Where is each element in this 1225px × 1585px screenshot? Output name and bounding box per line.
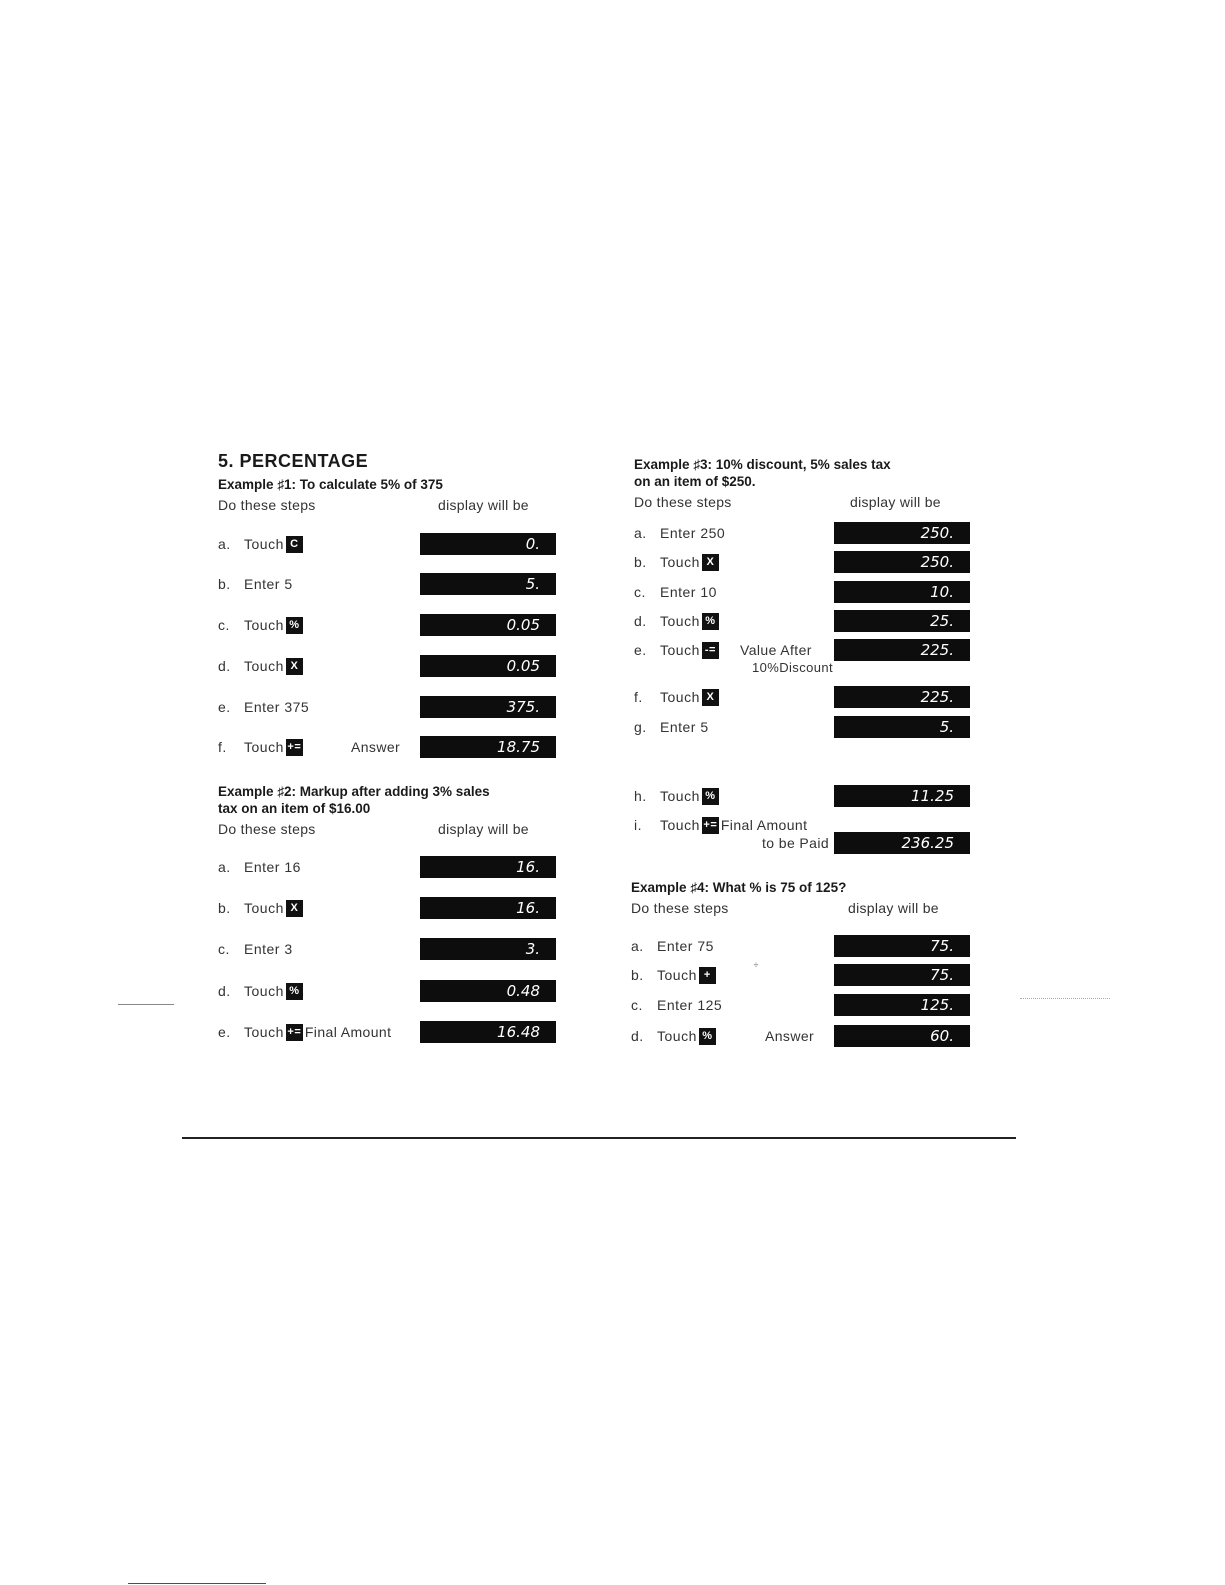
calculator-display: 236.25 [834,832,970,854]
plus-key-icon: + [699,967,716,984]
plus-equals-key-icon: += [702,817,719,834]
column-header-display: display will be [438,821,529,837]
calculator-display: 16.48 [420,1021,556,1043]
step-row: a. Touch C [218,533,305,555]
step-row: h. Touch % [634,785,721,807]
step-row: c. Enter 3 [218,941,293,957]
edge-mark [128,1583,266,1584]
step-note: Answer [765,1028,815,1044]
step-row: g. Enter 5 [634,719,709,735]
calculator-display: 5. [834,716,970,738]
step-row: a. Enter 16 [218,859,301,875]
calculator-display: 125. [834,994,970,1016]
calculator-display: 75. [834,964,970,986]
multiply-key-icon: X [702,689,719,706]
step-row: b. Touch X [218,897,305,919]
step-row: e. Enter 375 [218,699,310,715]
calculator-display: 250. [834,551,970,573]
bottom-rule [182,1137,1016,1139]
step-row: i. Touch += Final Amount [634,817,808,833]
multiply-key-icon: X [286,900,303,917]
minus-equals-key-icon: -= [702,642,719,659]
percent-key-icon: % [286,983,303,1000]
step-row: c. Touch % [218,614,305,636]
percent-key-icon: % [699,1028,716,1045]
calculator-display: 60. [834,1025,970,1047]
step-note: to be Paid [762,835,830,851]
step-row: a. Enter 75 [631,938,714,954]
step-row: d. Touch % [631,1025,718,1047]
example-2-title: Example ♯2: Markup after adding 3% sales [218,784,490,799]
example-4-title: Example ♯4: What % is 75 of 125? [631,880,847,895]
calculator-display: 75. [834,935,970,957]
step-note: Final Amount [304,1024,392,1040]
column-header-display: display will be [848,900,939,916]
multiply-key-icon: X [286,658,303,675]
column-header-steps: Do these steps [218,497,316,513]
calculator-display: 225. [834,686,970,708]
calculator-display: 25. [834,610,970,632]
calculator-display: 0. [420,533,556,555]
plus-equals-key-icon: += [286,1024,303,1041]
example-3-title-line2: on an item of $250. [634,474,756,489]
step-row: b. Enter 5 [218,576,293,592]
step-row: d. Touch X [218,655,305,677]
step-row: c. Enter 125 [631,997,723,1013]
percent-key-icon: % [286,617,303,634]
step-row: d. Touch % [634,610,721,632]
calculator-display: 10. [834,581,970,603]
step-row: c. Enter 10 [634,584,717,600]
example-1-title: Example ♯1: To calculate 5% of 375 [218,477,443,492]
margin-mark [1020,998,1110,1000]
step-note: Final Amount [720,817,808,833]
calculator-display: 5. [420,573,556,595]
calculator-display: 250. [834,522,970,544]
calculator-display: 375. [420,696,556,718]
step-row: d. Touch % [218,980,305,1002]
clear-key-icon: C [286,536,303,553]
step-row: a. Enter 250 [634,525,726,541]
percent-key-icon: % [702,788,719,805]
page-title: 5. PERCENTAGE [218,451,369,471]
calculator-display: 0.48 [420,980,556,1002]
calculator-display: 225. [834,639,970,661]
step-row: e. Touch += Final Amount [218,1024,392,1040]
step-row: f. Touch X [634,686,721,708]
margin-mark [118,1004,174,1005]
step-note: Value After [740,642,812,658]
column-header-steps: Do these steps [634,494,732,510]
step-note: Answer [351,739,401,755]
calculator-display: 16. [420,897,556,919]
calculator-display: 18.75 [420,736,556,758]
column-header-steps: Do these steps [631,900,729,916]
example-3-title: Example ♯3: 10% discount, 5% sales tax [634,457,891,472]
calculator-display: 3. [420,938,556,960]
calculator-display: 11.25 [834,785,970,807]
column-header-display: display will be [850,494,941,510]
calculator-display: 0.05 [420,655,556,677]
multiply-key-icon: X [702,554,719,571]
step-note: 10%Discount [752,660,833,675]
example-2-title-line2: tax on an item of $16.00 [218,801,371,816]
step-row: e. Touch -= [634,639,721,661]
step-row: b. Touch X [634,551,721,573]
plus-equals-key-icon: += [286,739,303,756]
column-header-steps: Do these steps [218,821,316,837]
step-row: b. Touch + [631,964,718,986]
step-row: f. Touch += [218,739,302,755]
calculator-display: 16. [420,856,556,878]
percent-key-icon: % [702,613,719,630]
column-header-display: display will be [438,497,529,513]
calculator-display: 0.05 [420,614,556,636]
divide-icon: ÷ [753,960,759,970]
